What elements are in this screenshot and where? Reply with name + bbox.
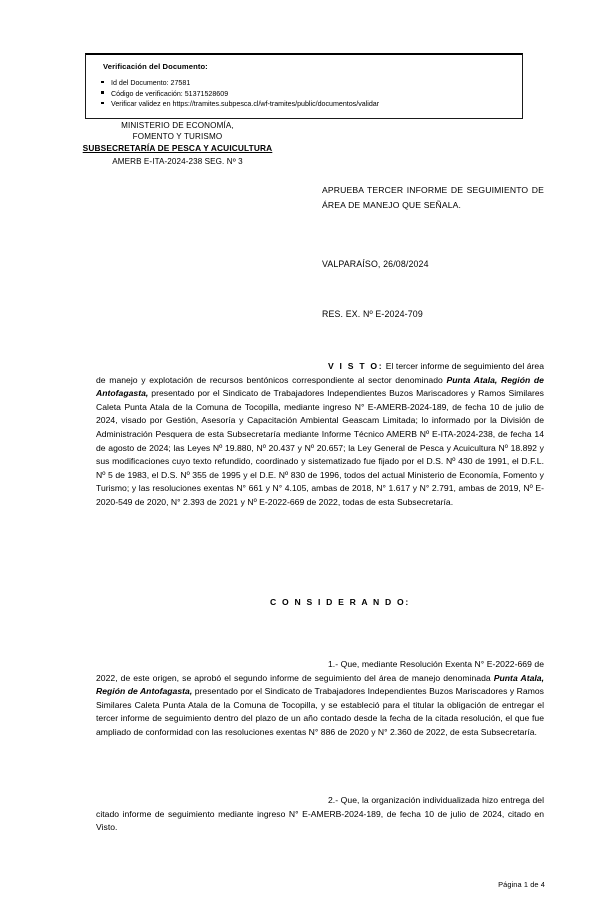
page-footer bbox=[0, 880, 545, 889]
verification-item-code bbox=[100, 89, 512, 100]
considerando-1-section bbox=[96, 658, 544, 740]
place-and-date: VALPARAÍSO, 26/08/2024 bbox=[322, 259, 429, 269]
considerando-1-text-part1: 1.- Que, mediante Resolución Exenta N° E-2022-669 de 2022, de este origen, se aprobó el segundo informe de seguimiento del área de manejo denominada bbox=[96, 659, 544, 683]
letterhead-ministry-line1: MINISTERIO DE ECONOMÍA, bbox=[121, 121, 234, 130]
letterhead bbox=[40, 120, 315, 167]
visto-area-name: Punta Atala, Región de Antofagasta, bbox=[96, 374, 544, 399]
considerando-heading-text: C O N S I D E R A N D O: bbox=[270, 597, 410, 607]
verification-url-text: Verificar validez en https://tramites.subpesca.cl/wf-tramites/public/documentos/validar bbox=[111, 100, 380, 109]
visto-section bbox=[96, 360, 544, 510]
visto-paragraph bbox=[96, 360, 544, 510]
verification-title: Verificación del Documento: bbox=[103, 62, 208, 71]
considerando-heading bbox=[96, 597, 544, 607]
bullet-icon bbox=[101, 81, 104, 84]
resolution-number: RES. EX. Nº E-2024-709 bbox=[322, 309, 423, 319]
considerando-1-text-part2: presentado por el Sindicato de Trabajadores Independientes Buzos Mariscadores y Ramos Similares Caleta Punta Atala de la Comuna de Tocopilla, y se estableció para el titular la obligación de entregar el tercer informe de seguimiento dentro del plazo de un año contado desde la fecha de la citada resolución, el que fue ampliado de conformidad con las resoluciones exentas N° 886 de 2020 y N° 2.360 de 2022, de esta Subsecretaría. bbox=[96, 686, 544, 737]
verification-document-id-text: Id del Documento: 27581 bbox=[111, 79, 191, 87]
verification-item-document-id bbox=[100, 78, 512, 89]
verification-item-url bbox=[100, 99, 512, 110]
letterhead-file-code: AMERB E-ITA-2024-238 SEG. Nº 3 bbox=[112, 156, 243, 166]
verification-list bbox=[100, 78, 512, 110]
letterhead-subsecretaria: SUBSECRETARÍA DE PESCA Y ACUICULTURA bbox=[82, 143, 273, 154]
considerando-1-paragraph bbox=[96, 658, 544, 740]
verification-code-text: Código de verificación: 51371528609 bbox=[111, 89, 229, 98]
considerando-1-area-name: Punta Atala, Región de Antofagasta, bbox=[96, 672, 544, 697]
bullet-icon bbox=[101, 102, 104, 105]
considerando-2-text: 2.- Que, la organización individualizada hizo entrega del citado informe de seguimiento mediante ingreso N° E-AMERB-2024-189, de fecha 10 de julio de 2024, citado en Visto. bbox=[96, 795, 544, 833]
verification-box bbox=[85, 53, 523, 119]
document-subject: APRUEBA TERCER INFORME DE SEGUIMIENTO DE ÁREA DE MANEJO QUE SEÑALA. bbox=[322, 185, 544, 210]
visto-keyword: V I S T O: bbox=[328, 361, 384, 371]
visto-text-part2: presentado por el Sindicato de Trabajadores Independientes Buzos Mariscadores y Ramos Similares Caleta Punta Atala de la Comuna de Tocopilla, mediante ingreso N° E-AMERB-2024-189, de fecha 10 de julio de 2024, visado por Gestión, Asesoría y Capacitación Ambiental Geascam Limitada; lo informado por la División de Administración Pesquera de esta Subsecretaría mediante Informe Técnico AMERB Nº E-ITA-2024-238, de fecha 14 de agosto de 2024; las Leyes Nº 19.880, Nº 20.437 y Nº 20.657; la Ley General de Pesca y Acuicultura Nº 18.892 y sus modificaciones cuyo texto refundido, coordinado y sistematizado fue fijado por el D.S. Nº 430 de 1991, el D.F.L. Nº 5 de 1983, el D.S. Nº 355 de 1995 y el D.E. Nº 830 de 1996, todos del actual Ministerio de Economía, Fomento y Turismo; y las resoluciones exentas N° 661 y N° 4.105, ambas de 2018, N° 1.617 y N° 2.791, ambas de 2019, Nº E-2020-549 de 2020, N° 2.393 de 2021 y Nº E-2022-669 de 2022, todas de esta Subsecretaría. bbox=[96, 388, 544, 507]
letterhead-ministry-line2: FOMENTO Y TURISMO bbox=[132, 132, 223, 142]
page-number-label: Página 1 de 4 bbox=[498, 880, 545, 889]
bullet-icon bbox=[101, 91, 104, 94]
considerando-2-section bbox=[96, 794, 544, 835]
considerando-2-paragraph bbox=[96, 794, 544, 835]
visto-text-part1: El tercer informe de seguimiento del área de manejo y explotación de recursos bentónicos correspondiente al sector denominado bbox=[96, 361, 544, 385]
